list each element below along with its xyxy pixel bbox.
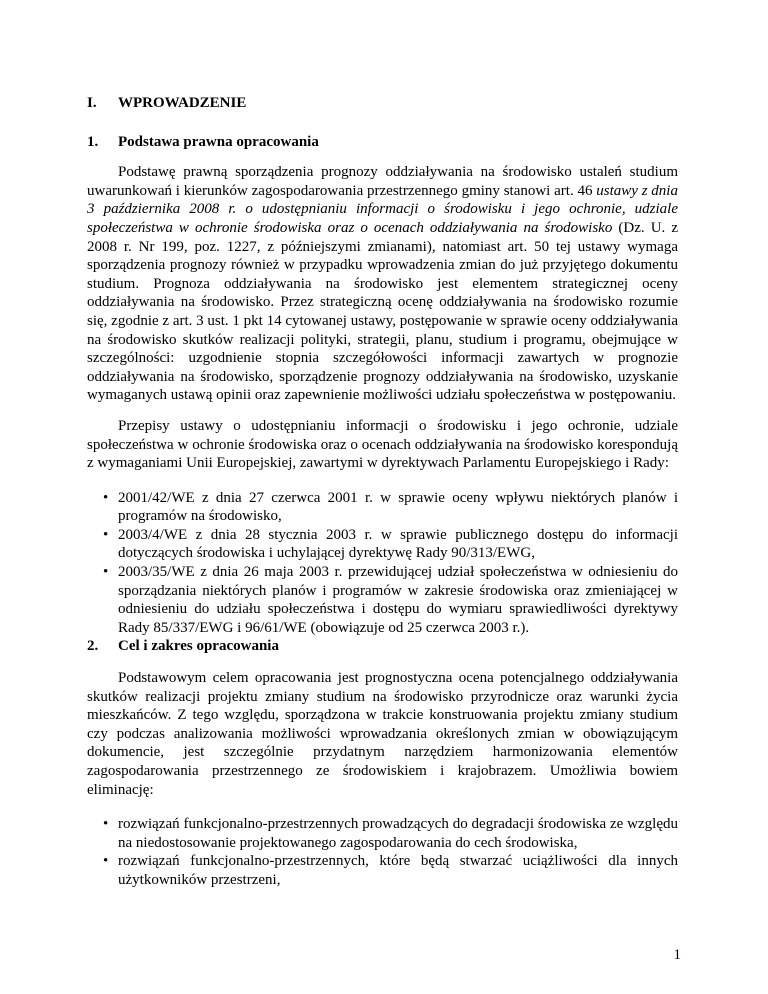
list-item-text: 2003/35/WE z dnia 26 maja 2003 r. przewidującej udział społeczeństwa w odniesieniu do sporządzania niektórych planów i programów w zakresie środowiska oraz zmieniającej w odniesieniu do udziału społeczeństwa i dostępu do wymiaru sprawiedliwości dyrektywy Rady 85/337/EWG i 96/61/WE (obowiązuje od 25 czerwca 2003 r.). (118, 564, 678, 636)
bullet: • (103, 564, 109, 581)
legal-basis-paragraph (87, 163, 678, 405)
subsection-2-heading (87, 637, 678, 656)
legal-basis-text-b: (Dz. U. z 2008 r. Nr 199, poz. 1227, z późniejszymi zmianami), natomiast art. 50 tej ustawy wymaga sporządzenia prognozy również w przypadku wprowadzenia zmian do już przyjętego dokumentu studium. Prognoza oddziaływania na środowisko jest elementem strategicznej oceny oddziaływania na środowisko. Przez strategiczną ocenę oddziaływania na środowisko rozumie się, zgodnie z art. 3 ust. 1 pkt 14 cytowanej ustawy, postępowanie w sprawie oceny oddziaływania na środowisko skutków realizacji polityki, strategii, planu, studium i programu, obejmujące w szczególności: uzgodnienie stopnia szczegółowości informacji zawartych w prognozie oddziaływania na środowisko, sporządzenie prognozy oddziaływania na środowisko, uzyskanie wymaganych ustawą opinii oraz zapewnienie możliwości udziału społeczeństwa w postępowaniu. (87, 219, 678, 404)
list-item (87, 852, 678, 889)
section-heading (87, 94, 678, 113)
act-title: ustawy z dnia 3 października 2008 r. o udostępnianiu informacji o środowisku i jego ochronie, udziale społeczeństwa w ochronie środowiska oraz o ocenach oddziaływania na środowisko (87, 182, 678, 236)
page-number: 1 (673, 947, 681, 963)
subsection-1-number: 1. (87, 133, 99, 150)
list-item (87, 526, 678, 563)
list-item (87, 563, 678, 637)
legal-basis-text-a: Podstawę prawną sporządzenia prognozy oddziaływania na środowisko ustaleń studium uwarunkowań i kierunków zagospodarowania przestrzennego gminy stanowi art. 46 (87, 164, 678, 199)
list-item-text: rozwiązań funkcjonalno-przestrzennych, które będą stwarzać uciążliwości dla innych użytkowników przestrzeni, (118, 853, 678, 888)
directives-list (87, 489, 678, 638)
list-item-text: rozwiązań funkcjonalno-przestrzennych prowadzących do degradacji środowiska ze względu na niedostosowanie projektowanego zagospodarowania do cech środowiska, (118, 816, 678, 851)
bullet: • (103, 526, 109, 543)
list-item-text: 2001/42/WE z dnia 27 czerwca 2001 r. w sprawie oceny wpływu niektórych planów i programów na środowisko, (118, 489, 678, 525)
page-content (87, 94, 678, 890)
list-item-text: 2003/4/WE z dnia 28 stycznia 2003 r. w sprawie publicznego dostępu do informacji dotyczących środowiska i uchylającej dyrektywę Rady 90/313/EWG, (118, 526, 678, 562)
section-number: I. (87, 95, 97, 111)
subsection-2-number: 2. (87, 638, 99, 655)
bullet: • (103, 816, 109, 833)
subsection-2-title: Cel i zakres opracowania (118, 638, 279, 655)
list-item (87, 815, 678, 852)
bullet: • (103, 853, 109, 870)
eu-directives-paragraph: Przepisy ustawy o udostępnianiu informacji o środowisku i jego ochronie, udziale społeczeństwa w ochronie środowiska oraz o ocenach oddziaływania na środowisko korespondują z wymaganiami Unii Europejskiej, zawartymi w dyrektywach Parlamentu Europejskiego i Rady: (87, 417, 678, 472)
subsection-1-title: Podstawa prawna opracowania (118, 133, 319, 150)
bullet: • (103, 489, 109, 506)
goal-paragraph: Podstawowym celem opracowania jest prognostyczna ocena potencjalnego oddziaływania skutków realizacji projektu zmiany studium na środowisko przyrodnicze oraz warunki życia mieszkańców. Z tego względu, sporządzona w trakcie konstruowania projektu zmiany studium czy podczas analizowania możliwości wprowadzania określonych zmian w obowiązującym dokumencie, jest szczególnie przydatnym narzędziem harmonizowania elementów zagospodarowania przestrzennego ze środowiskiem i krajobrazem. Umożliwia bowiem eliminację: (87, 670, 678, 798)
elimination-list (87, 815, 678, 889)
subsection-1-heading (87, 133, 678, 152)
section-title: WPROWADZENIE (118, 95, 247, 111)
list-item (87, 489, 678, 526)
